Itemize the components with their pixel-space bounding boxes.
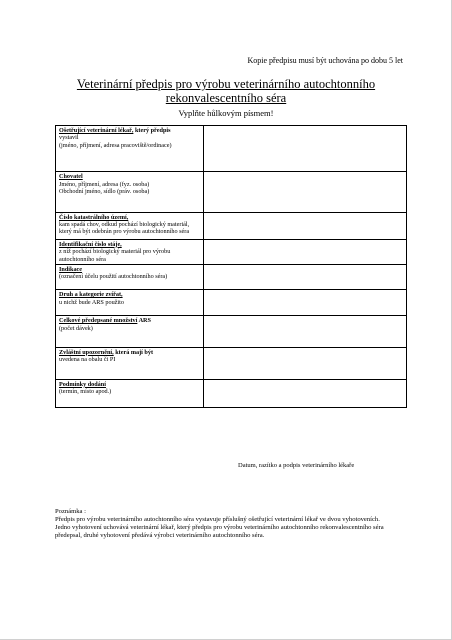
form-field-label-cell	[56, 379, 204, 407]
field-description: uvedena na obalu či PI	[59, 355, 116, 363]
field-label-extra: ARS	[137, 317, 151, 325]
form-row	[56, 172, 407, 212]
document-title	[0, 77, 452, 105]
footnote-text: Předpis pro výrobu veterinárního autochtonního séra vystavuje příslušný ošetřující veterinární lékař ve dvou vyhotoveních. Jedno vyhotovení uchovává veterinární lékař, který předpis pro výrobu veterinárního autochtonního rekonvalescentního séra předepsal, druhé vyhotovení předává výrobci veterinárního autochtonního séra.	[55, 516, 384, 539]
form-field-value-cell[interactable]	[204, 316, 407, 347]
form-field-label-cell	[56, 172, 204, 212]
form-field-label-cell	[56, 347, 204, 379]
field-label: Chovatel	[59, 173, 83, 181]
field-label: Ošetřující veterinární lékař,	[59, 127, 134, 134]
form-field-label-cell	[56, 290, 204, 316]
form-row	[56, 265, 407, 290]
form-field-label-cell	[56, 316, 204, 347]
form-field-value-cell[interactable]	[204, 126, 407, 172]
field-label: Celkové předepsané množství	[59, 317, 138, 325]
field-label: Podmínky dodání	[59, 380, 106, 388]
form-field-value-cell[interactable]	[204, 379, 407, 407]
field-label: Indikace	[59, 266, 83, 274]
field-description: vystavil (jméno, příjmení, adresa pracoviště/ordinace)	[59, 134, 172, 149]
title-line-1: Veterinární předpis pro výrobu veterinárního autochtonního	[76, 77, 376, 91]
field-description: u nichž bude ARS použito	[59, 298, 124, 306]
signature-caption: Datum, razítko a podpis veterinárního lékaře	[238, 462, 355, 469]
field-description: (počet dávek)	[59, 324, 93, 332]
field-label-extra: který předpis	[133, 127, 171, 134]
footnote	[55, 508, 395, 540]
prescription-form-table	[55, 125, 407, 408]
form-field-label-cell	[56, 212, 204, 239]
form-field-value-cell[interactable]	[204, 347, 407, 379]
field-label-extra: která mají být	[113, 348, 154, 356]
form-row	[56, 316, 407, 347]
field-description: Jméno, příjmení, adresa (fyz. osoba) Obchodní jméno, sídlo (práv. osoba)	[59, 180, 150, 196]
field-description: z níž pochází biologický materiál pro výrobu autochtonního séra	[59, 248, 171, 263]
form-field-label-cell	[56, 126, 204, 172]
form-row	[56, 212, 407, 239]
form-field-value-cell[interactable]	[204, 290, 407, 316]
field-description: (termín, místo apod.)	[59, 388, 112, 396]
form-row	[56, 290, 407, 316]
field-label: Číslo katastrálního území,	[59, 213, 129, 221]
form-field-value-cell[interactable]	[204, 212, 407, 239]
field-description: kam spadá chov, odkud pochází biologický materiál, který má být odebrán pro výrobu autochtonního séra	[59, 220, 190, 236]
field-description: (označení účelu použití autochtonního séra)	[59, 273, 168, 281]
form-field-value-cell[interactable]	[204, 265, 407, 290]
field-label: Druh a kategorie zvířat,	[59, 291, 123, 299]
footnote-heading: Poznámka :	[55, 508, 86, 515]
retention-note: Kopie předpisu musí být uchována po dobu 5 let	[247, 56, 403, 65]
fill-instruction: Vyplňte hůlkovým písmem!	[178, 108, 274, 118]
form-row	[56, 126, 407, 172]
form-row	[56, 239, 407, 264]
form-row	[56, 379, 407, 407]
form-field-label-cell	[56, 239, 204, 264]
title-line-2: rekonvalescentního séra	[165, 91, 287, 105]
form-field-value-cell[interactable]	[204, 239, 407, 264]
form-field-label-cell	[56, 265, 204, 290]
field-label: Identifikační číslo stáje,	[59, 240, 122, 248]
field-label: Zvláštní upozornění,	[59, 348, 114, 356]
form-field-value-cell[interactable]	[204, 172, 407, 212]
form-row	[56, 347, 407, 379]
